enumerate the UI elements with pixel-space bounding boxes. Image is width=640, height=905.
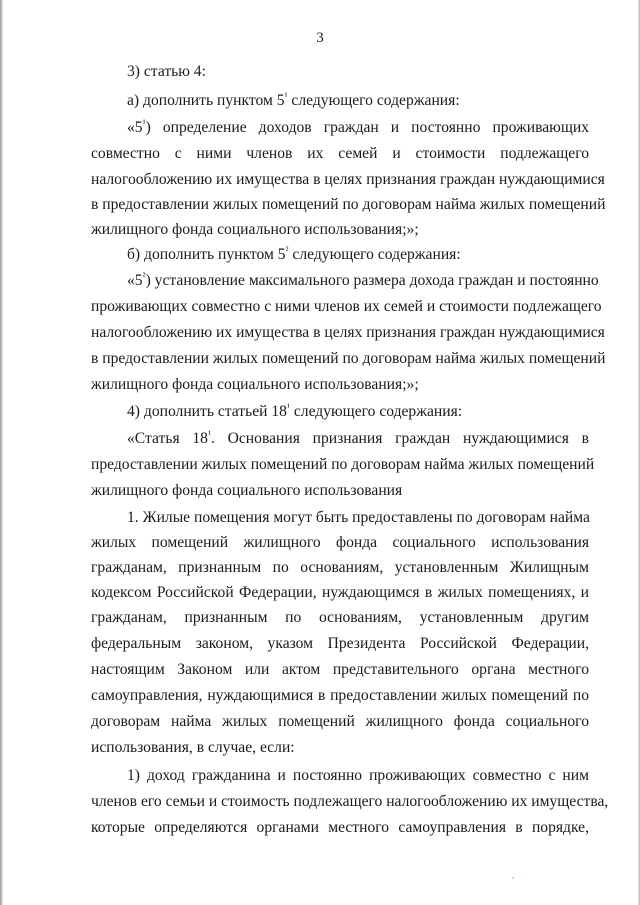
text-line: «$5^{^1}$) определение доходов граждан и постоянно проживающих (127, 118, 589, 136)
text-line: настоящим Законом или актом представительного органа местного (91, 661, 589, 678)
text-line: «$5^{^2}$) установление максимального размера дохода граждан и постоянно (127, 271, 599, 289)
text-line: 3) статью 4: (127, 63, 206, 80)
superscript: ¹ (142, 118, 146, 129)
text-line: 1. Жилые помещения могут быть предоставлены по договорам найма (127, 509, 590, 526)
text-line: использования, в случае, если: (91, 739, 295, 756)
text-line: кодексом Российской Федерации, нуждающимся в жилых помещениях, и (91, 584, 589, 601)
text-line: в предоставлении жилых помещений по договорам найма жилых помещений (91, 196, 606, 213)
text-line: «Статья $18^{^1}$. Основания признания граждан нуждающимися в (127, 429, 589, 447)
text-line: совместно с ними членов их семей и стоимости подлежащего (91, 145, 589, 162)
text-line: предоставлении жилых помещений по договорам найма жилых помещений (91, 456, 595, 473)
text-line: федеральным законом, указом Президента Российской Федерации, (91, 635, 589, 652)
text-line: а) дополнить пунктом $5^{^1}$ следующего содержания: (127, 91, 460, 109)
scan-speck (512, 877, 514, 879)
text-line: в предоставлении жилых помещений по договорам найма жилых помещений (91, 350, 606, 367)
page-number: 3 (316, 30, 324, 46)
superscript: ¹ (286, 402, 290, 413)
text-line: договорам найма жилых помещений жилищного фонда социального (91, 713, 589, 730)
superscript: ¹ (284, 91, 288, 102)
text-line: гражданам, признанным по основаниям, установленным другим (91, 609, 589, 626)
text-line: жилищного фонда социального использования;»; (91, 221, 419, 238)
text-line: 1) доход гражданина и постоянно проживающих совместно с ним (127, 767, 589, 784)
text-line: б) дополнить пунктом $5^{^2}$ следующего содержания: (127, 245, 461, 263)
text-line: самоуправления, нуждающимися в предоставлении жилых помещений по (91, 687, 589, 704)
text-line: жилых помещений жилищного фонда социального использования (91, 534, 589, 551)
text-line: жилищного фонда социального использования (91, 482, 403, 499)
text-line: налогообложению их имущества в целях признания граждан нуждающимися (91, 171, 605, 188)
superscript: ² (285, 245, 289, 256)
superscript: ² (142, 271, 146, 282)
scan-edge-left (0, 0, 3, 905)
text-line: гражданам, признанным по основаниям, установленным Жилищным (91, 559, 589, 576)
scan-speck (521, 877, 522, 878)
text-line: которые определяются органами местного самоуправления в порядке, (91, 819, 589, 836)
text-line: 4) дополнить статьей $18^{^1}$ следующего содержания: (127, 402, 463, 420)
text-line: налогообложению их имущества в целях признания граждан нуждающимися (91, 324, 605, 341)
superscript: ¹ (207, 429, 211, 440)
text-line: членов его семьи и стоимость подлежащего налогообложению их имущества, (91, 793, 609, 810)
text-line: проживающих совместно с ними членов их семей и стоимости подлежащего (91, 298, 602, 315)
text-line: жилищного фонда социального использования;»; (91, 376, 419, 393)
